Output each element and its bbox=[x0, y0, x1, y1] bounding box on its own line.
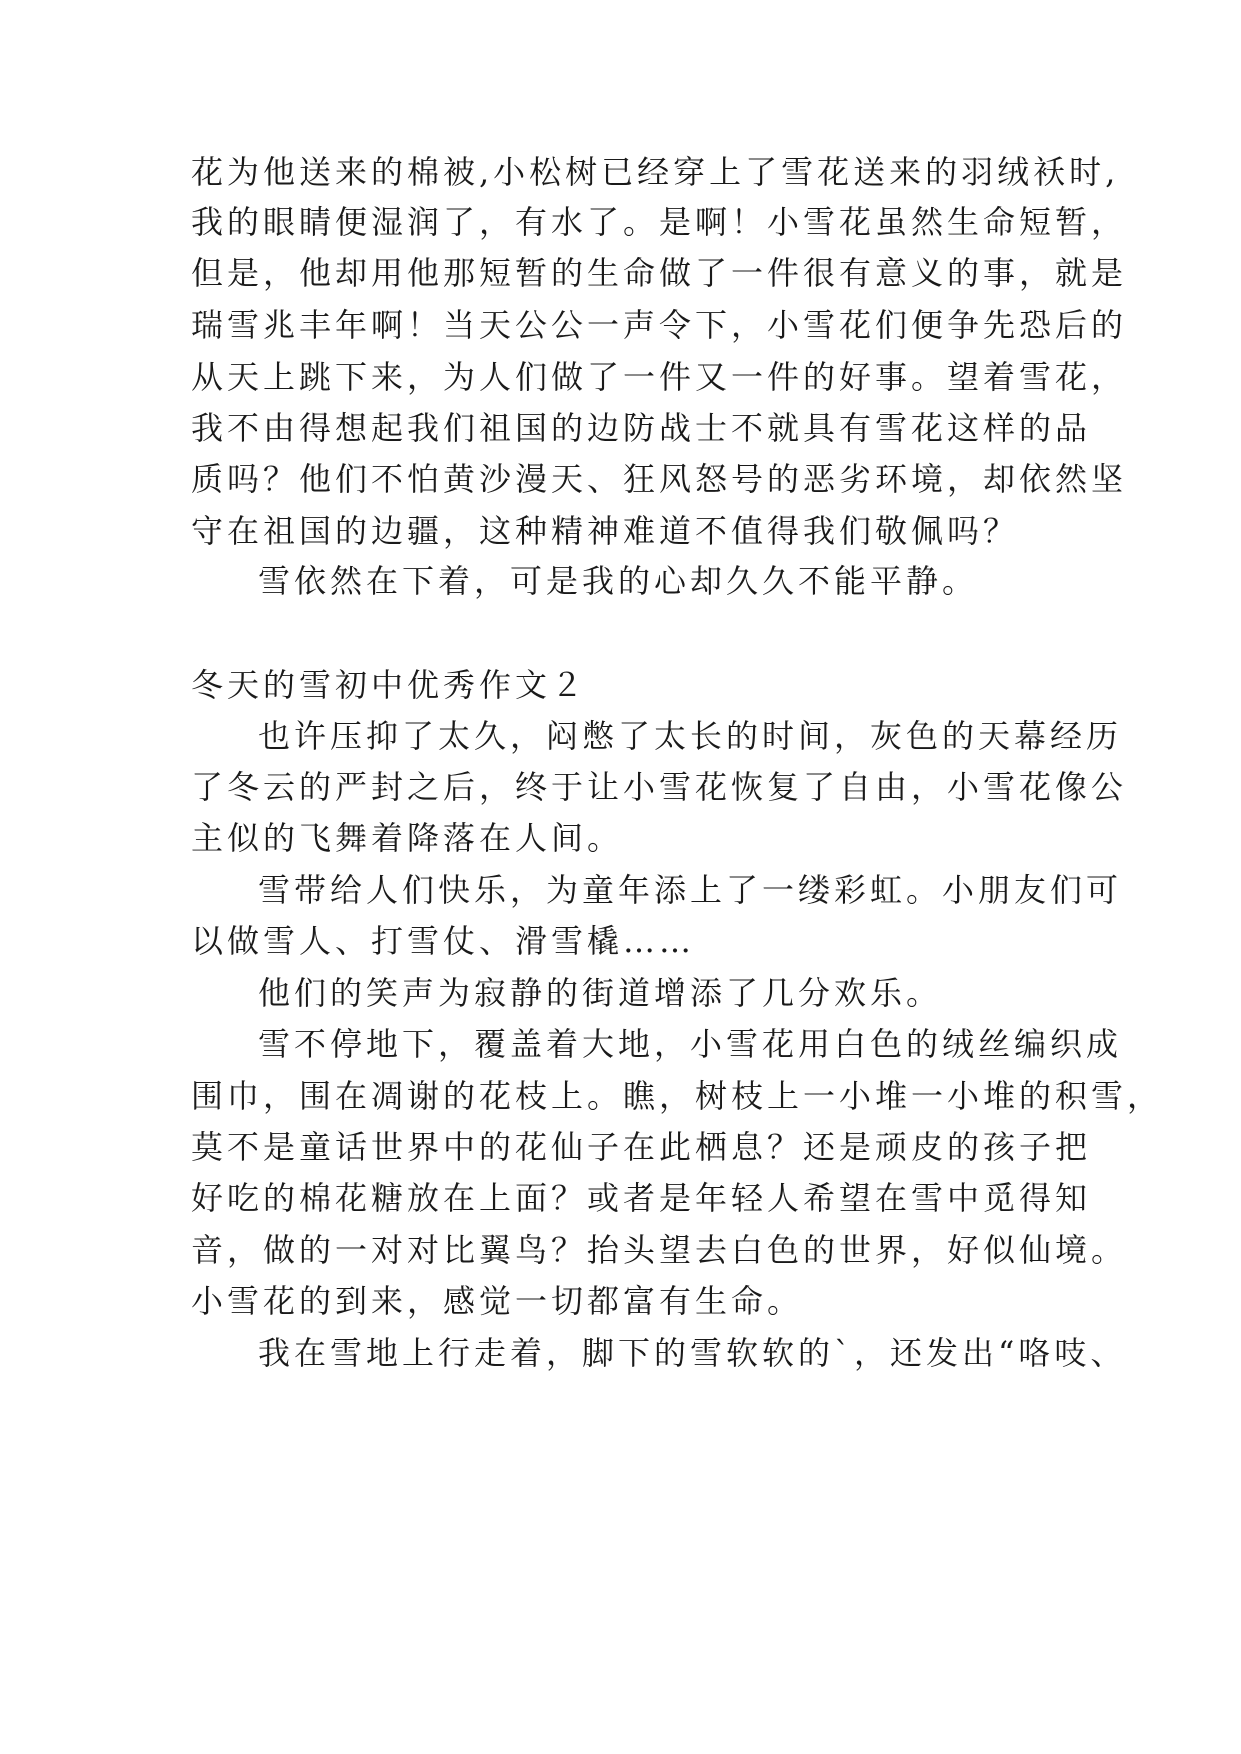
paragraph-line: 雪不停地下，覆盖着大地，小雪花用白色的绒丝编织成 bbox=[258, 1025, 1123, 1063]
body-line: 以做雪人、打雪仗、滑雪橇…… bbox=[191, 922, 696, 960]
paragraph-line: 他们的笑声为寂静的街道增添了几分欢乐。 bbox=[258, 974, 943, 1012]
body-line: 质吗？他们不怕黄沙漫天、狂风怒号的恶劣环境，却依然坚 bbox=[191, 460, 1128, 498]
body-line: 了冬云的严封之后，终于让小雪花恢复了自由，小雪花像公 bbox=[191, 768, 1128, 806]
body-line: 音，做的一对对比翼鸟？抬头望去白色的世界，好似仙境。 bbox=[191, 1231, 1128, 1269]
paragraph-line: 雪带给人们快乐，为童年添上了一缕彩虹。小朋友们可 bbox=[258, 871, 1123, 909]
body-line: 花为他送来的棉被,小松树已经穿上了雪花送来的羽绒袄时, bbox=[191, 153, 1120, 191]
body-line: 从天上跳下来，为人们做了一件又一件的好事。望着雪花， bbox=[191, 358, 1128, 396]
body-line: 但是，他却用他那短暂的生命做了一件很有意义的事，就是 bbox=[191, 254, 1128, 292]
body-line: 主似的飞舞着降落在人间。 bbox=[191, 819, 624, 857]
body-line: 我的眼睛便湿润了，有水了。是啊！小雪花虽然生命短暂， bbox=[191, 203, 1128, 241]
body-line: 围巾，围在凋谢的花枝上。瞧，树枝上一小堆一小堆的积雪， bbox=[191, 1077, 1164, 1115]
body-line: 守在祖国的边疆，这种精神难道不值得我们敬佩吗？ bbox=[191, 512, 1020, 550]
body-line: 莫不是童话世界中的花仙子在此栖息？还是顽皮的孩子把 bbox=[191, 1128, 1092, 1166]
body-line: 小雪花的到来，感觉一切都富有生命。 bbox=[191, 1282, 804, 1320]
body-line: 我不由得想起我们祖国的边防战士不就具有雪花这样的品 bbox=[191, 409, 1092, 447]
paragraph-line: 我在雪地上行走着，脚下的雪软软的`，还发出“咯吱、 bbox=[258, 1334, 1127, 1372]
body-line: 瑞雪兆丰年啊！当天公公一声令下，小雪花们便争先恐后的 bbox=[191, 306, 1128, 344]
paragraph-line: 雪依然在下着，可是我的心却久久不能平静。 bbox=[258, 562, 979, 600]
paragraph-line: 也许压抑了太久，闷憋了太长的时间，灰色的天幕经历 bbox=[258, 717, 1123, 755]
section-title: 冬天的雪初中优秀作文２ bbox=[191, 666, 588, 704]
body-line: 好吃的棉花糖放在上面？或者是年轻人希望在雪中觅得知 bbox=[191, 1179, 1092, 1217]
